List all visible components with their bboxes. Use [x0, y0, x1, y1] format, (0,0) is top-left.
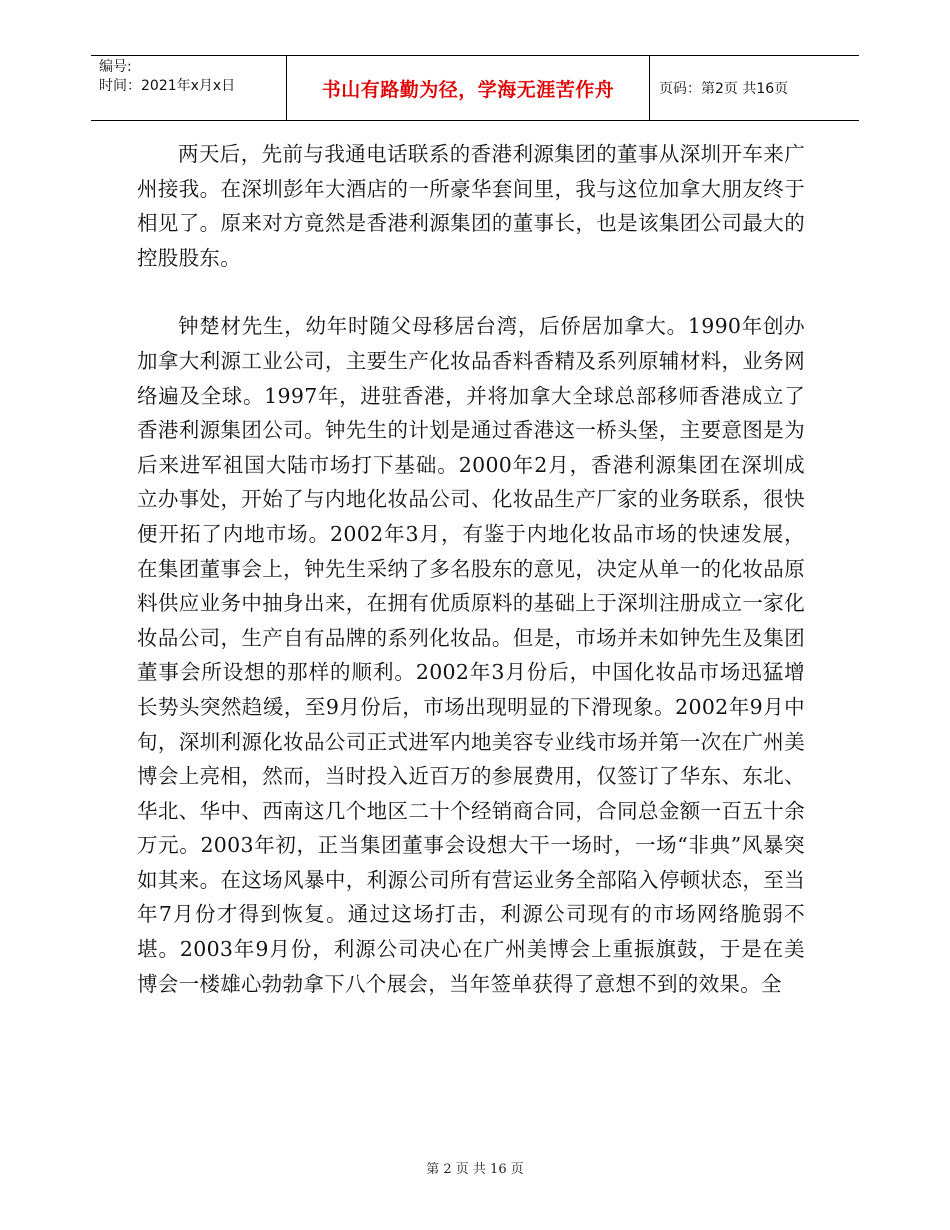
- header-meta: [99, 58, 284, 96]
- document-body: [137, 137, 805, 1001]
- header-time-label: 时间：2021年x月x日: [99, 78, 236, 94]
- paragraph-1: 两天后，先前与我通电话联系的香港利源集团的董事从深圳开车来广州接我。在深圳彭年大酒店的一所豪华套间里，我与这位加拿大朋友终于相见了。原来对方竟然是香港利源集团的董事长，也是该集团公司最大的控股股东。: [137, 142, 805, 270]
- header-page-info: 页码：第2页 共16页: [659, 81, 789, 97]
- header-number-label: 编号:: [99, 59, 132, 75]
- page-header: [91, 55, 859, 121]
- header-divider-right: [649, 55, 650, 121]
- page-footer: 第 2 页 共 16 页: [426, 1162, 524, 1177]
- paragraph-2: 钟楚材先生，幼年时随父母移居台湾，后侨居加拿大。1990年创办加拿大利源工业公司，主要生产化妆品香料香精及系列原辅材料，业务网络遍及全球。1997年，进驻香港，并将加拿大全球总部移师香港成立了香港利源集团公司。钟先生的计划是通过香港这一桥头堡，主要意图是为后来进军祖国大陆市场打下基础。2000年2月，香港利源集团在深圳成立办事处，开始了与内地化妆品公司、化妆品生产厂家的业务联系，很快便开拓了内地市场。2002年3月，有鉴于内地化妆品市场的快速发展，在集团董事会上，钟先生采纳了多名股东的意见，决定从单一的化妆品原料供应业务中抽身出来，在拥有优质原料的基础上于深圳注册成立一家化妆品公司，生产自有品牌的系列化妆品。但是，市场并未如钟先生及集团董事会所设想的那样的顺利。2002年3月份后，中国化妆品市场迅猛增长势头突然趋缓，至9月份后，市场出现明显的下滑现象。2002年9月中旬，深圳利源化妆品公司正式进军内地美容专业线市场并第一次在广州美博会上亮相，然而，当时投入近百万的参展费用，仅签订了华东、东北、华北、华中、西南这几个地区二十个经销商合同，合同总金额一百五十余万元。2003年初，正当集团董事会设想大干一场时，一场“非典”风暴突如其来。在这场风暴中，利源公司所有营运业务全部陷入停顿状态，至当年7月份才得到恢复。通过这场打击，利源公司现有的市场网络脆弱不堪。2003年9月份，利源公司决心在广州美博会上重振旗鼓，于是在美博会一楼雄心勃勃拿下八个展会，当年签单获得了意想不到的效果。全: [137, 314, 805, 996]
- header-motto: 书山有路勤为径，学海无涯苦作舟: [321, 78, 615, 101]
- header-bottom-rule: [91, 120, 859, 121]
